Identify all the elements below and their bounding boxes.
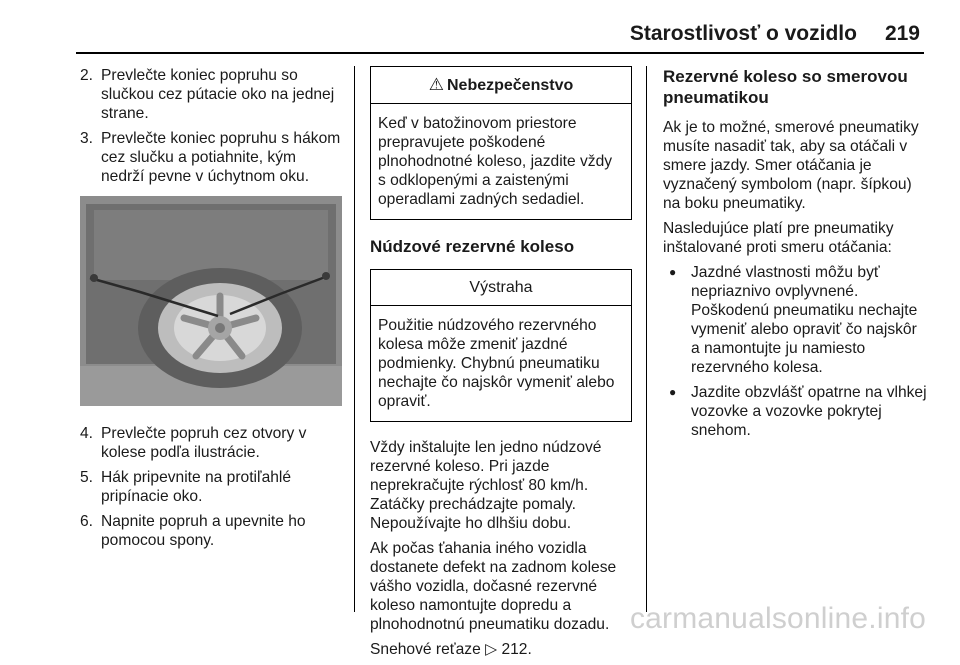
page-header <box>630 22 920 46</box>
paragraph: Nasledujúce platí pre pneumatiky inštalované proti smeru otáčania: <box>663 220 894 256</box>
danger-box-text: Keď v batožinovom priestore prepravujete poškodené plnohodnotné koleso, jazdite vždy s odklopenými a zaistenými operadlami zadných sedadiel. <box>378 115 613 208</box>
spare-wheel-strap-photo <box>80 196 342 406</box>
section-title-emergency-spare: Núdzové rezervné koleso <box>370 237 575 256</box>
page-number: 219 <box>884 22 920 45</box>
step-text: Prevlečte koniec popruhu so slučkou cez pútacie oko na jednej strane. <box>101 67 335 122</box>
bullet-icon: ● <box>669 385 677 399</box>
watermark: carmanualsonline.info <box>629 602 926 635</box>
step-item <box>80 468 342 506</box>
danger-box-header <box>371 67 631 104</box>
step-number: 2. <box>80 67 94 84</box>
step-text: Prevlečte popruh cez otvory v kolese podľa ilustrácie. <box>101 425 307 461</box>
spare-wheel-illustration <box>80 196 342 406</box>
step-item <box>80 512 342 550</box>
step-text: Napnite popruh a upevnite ho pomocou spony. <box>101 513 306 549</box>
step-text: Hák pripevnite na protiľahlé pripínacie oko. <box>101 469 292 505</box>
page-reference-arrow-icon: ▷ <box>485 641 498 658</box>
step-number: 6. <box>80 513 94 530</box>
section-title-directional-tyre: Rezervné koleso so smerovou pneumatikou <box>663 67 908 107</box>
column-3 <box>663 66 929 446</box>
bullet-icon: ● <box>669 265 677 279</box>
column-divider-2 <box>646 66 647 612</box>
paragraph: Ak je to možné, smerové pneumatiky musíte nasadiť tak, aby sa otáčali v smere jazdy. Smer otáčania je vyznačený symbolom (napr. šípkou) na boku pneumatiky. <box>663 119 919 212</box>
reference-text: Snehové reťaze <box>370 641 481 658</box>
step-item <box>80 424 342 462</box>
paragraph: Vždy inštalujte len jedno núdzové rezervné koleso. Pri jazde neprekračujte rýchlosť 80 km/h. Zatáčky prechádzajte pomaly. Nepoužívajte ho dlhšiu dobu. <box>370 439 602 532</box>
reference-page: 212. <box>501 641 532 658</box>
danger-box <box>370 66 632 220</box>
column-2 <box>370 66 632 665</box>
step-item <box>80 66 342 123</box>
step-number: 4. <box>80 425 94 442</box>
step-item <box>80 129 342 186</box>
list-item-text: Jazdné vlastnosti môžu byť nepriaznivo ovplyvnené. Poškodenú pneumatiku nechajte vymeniť alebo opraviť čo najskôr a namontujte ju namiesto rezervného kolesa. <box>691 264 918 376</box>
caution-box-text: Použitie núdzového rezervného kolesa môže zmeniť jazdné podmienky. Chybnú pneumatiku nechajte čo najskôr vymeniť alebo opraviť. <box>378 317 615 410</box>
header-rule <box>76 52 924 54</box>
caution-box <box>370 269 632 422</box>
column-divider-1 <box>354 66 355 612</box>
list-item <box>669 263 929 377</box>
caution-box-title: Výstraha <box>371 270 631 306</box>
step-number: 5. <box>80 469 94 486</box>
step-text: Prevlečte koniec popruhu s hákom cez slučku a potiahnite, kým nedrží pevne v úchytnom oku. <box>101 130 341 185</box>
danger-box-title: Nebezpečenstvo <box>446 77 574 94</box>
warning-triangle-icon: ⚠ <box>428 75 444 94</box>
paragraph: Ak počas ťahania iného vozidla dostanete defekt na zadnom kolese vášho vozidla, dočasné rezervné koleso namontujte dopredu a plnohodnotnú pneumatiku dozadu. <box>370 540 617 633</box>
list-item-text: Jazdite obzvlášť opatrne na vlhkej vozovke a vozovke pokrytej snehom. <box>691 384 927 439</box>
header-title: Starostlivosť o vozidlo <box>629 22 857 45</box>
list-item <box>669 383 929 440</box>
column-1 <box>80 66 342 556</box>
step-number: 3. <box>80 130 94 147</box>
snow-chains-reference[interactable] <box>370 640 632 659</box>
